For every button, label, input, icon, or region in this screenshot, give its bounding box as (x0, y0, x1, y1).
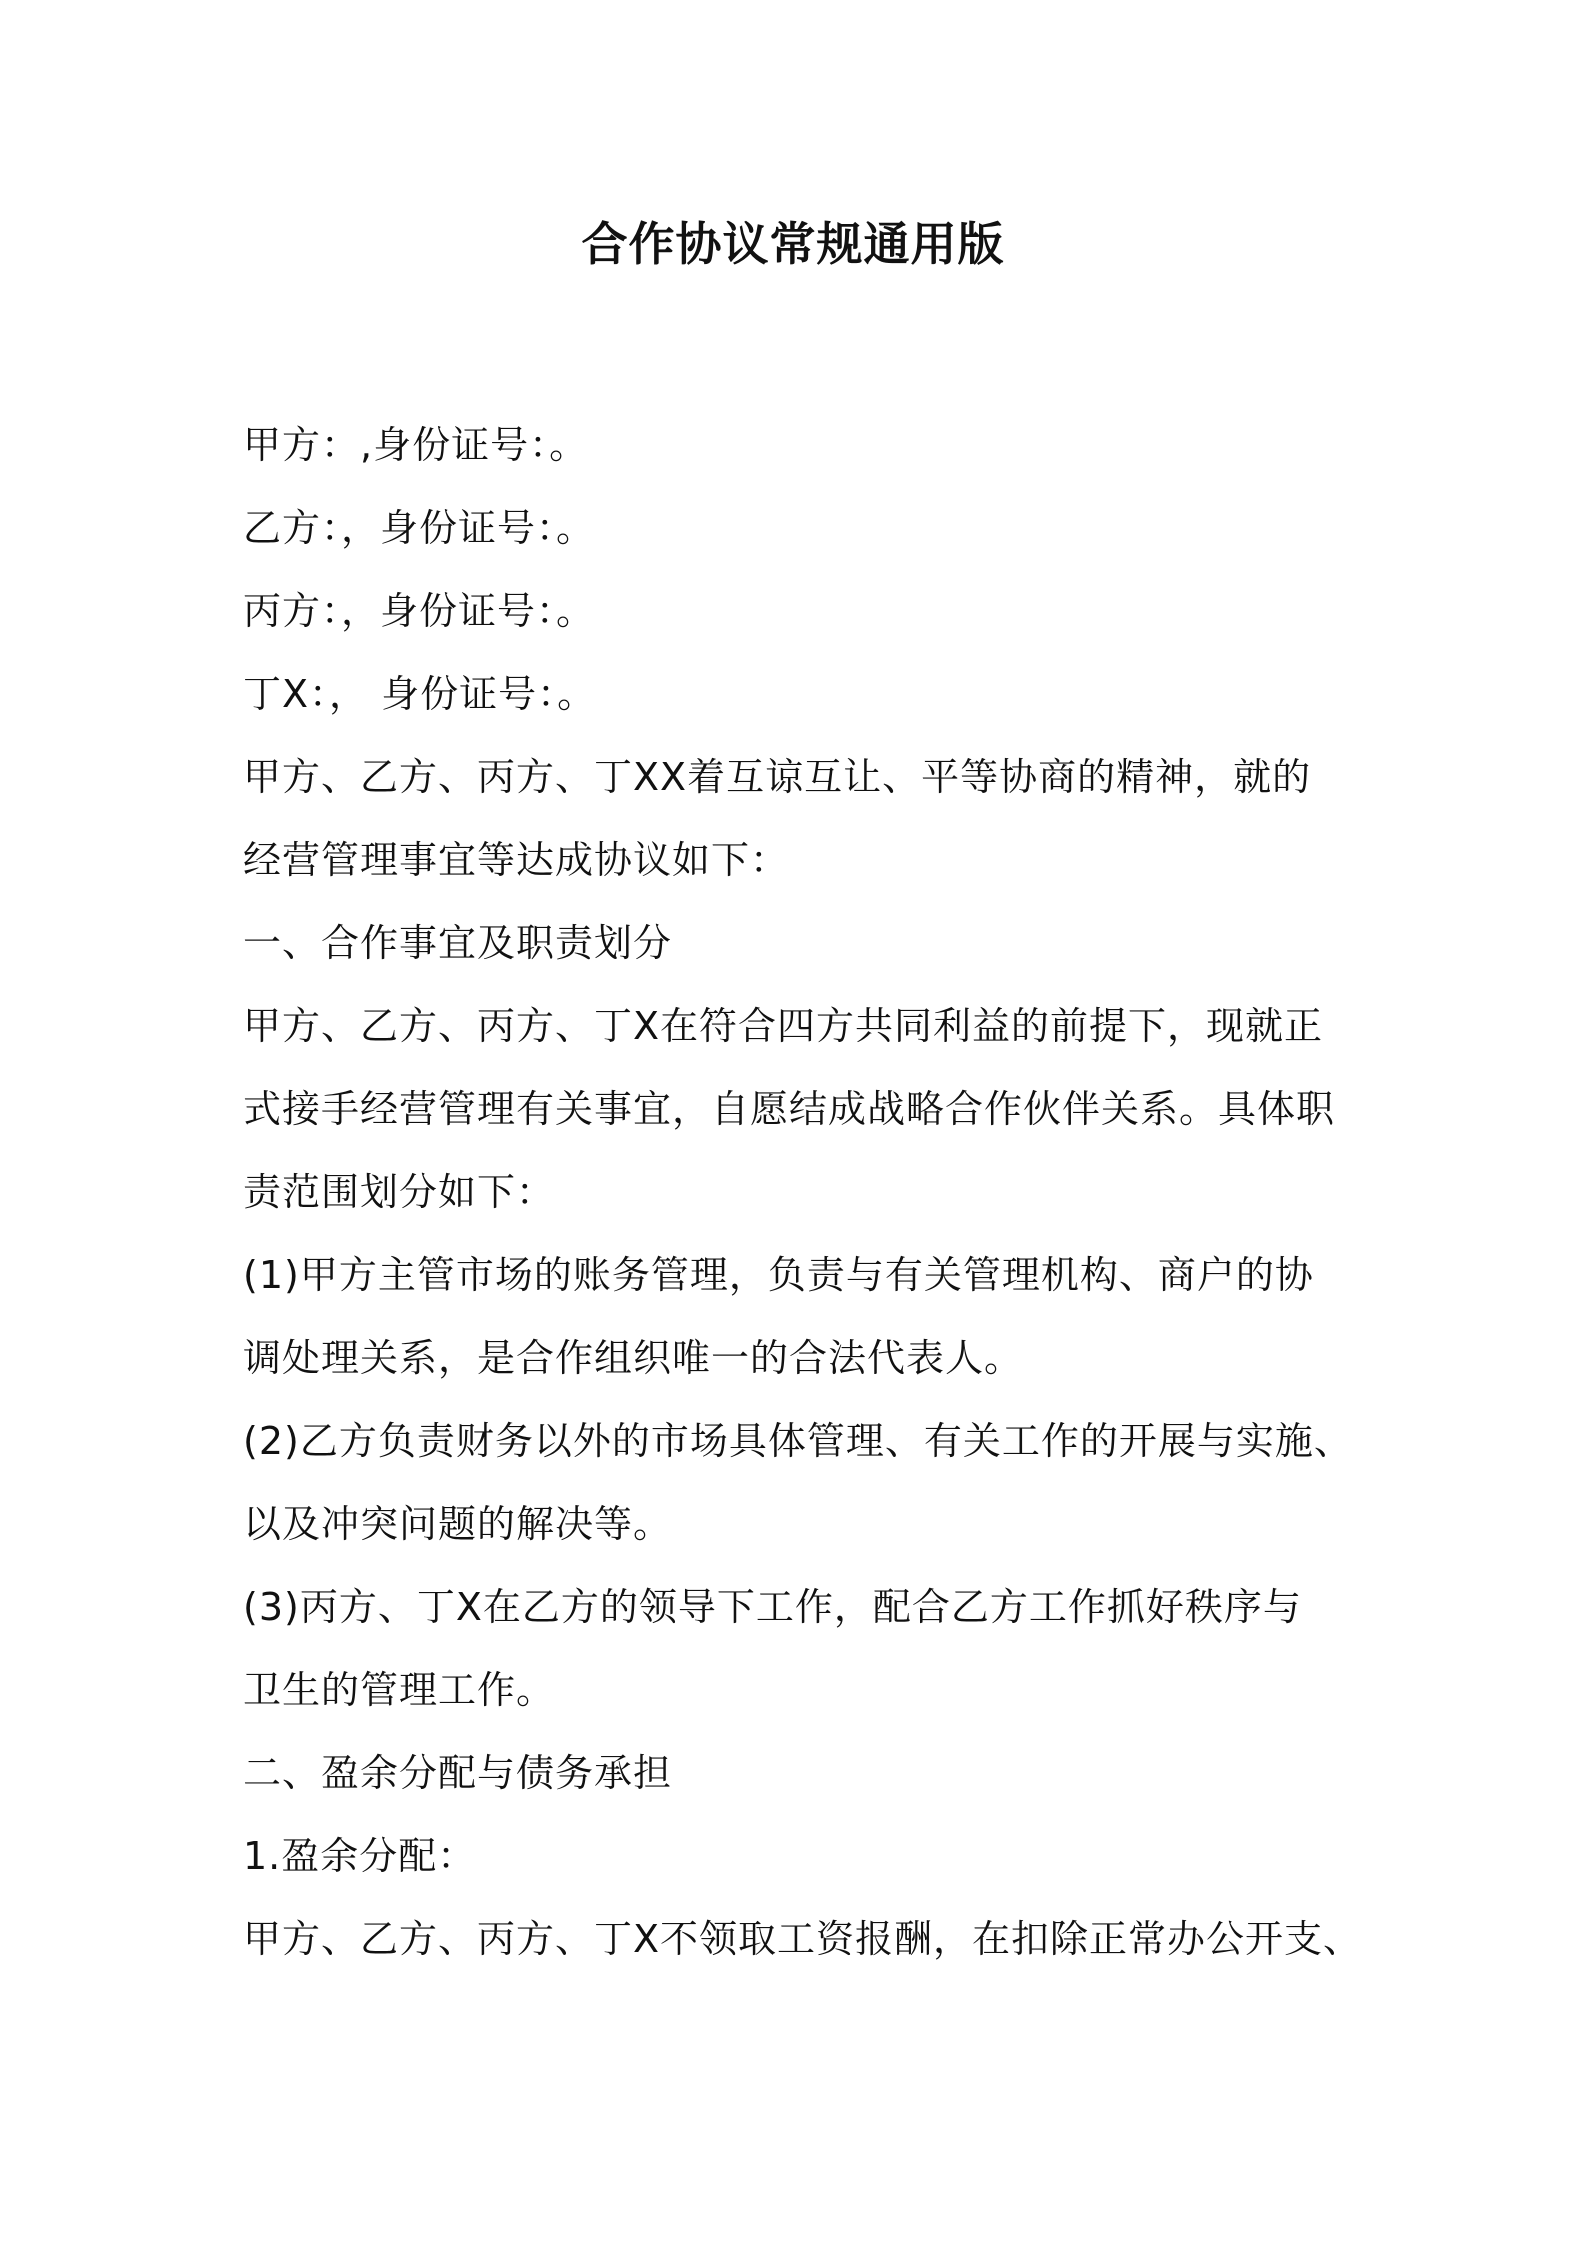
clause-2-line: (2)乙方负责财务以外的市场具体管理、有关工作的开展与实施、 (243, 1419, 1353, 1463)
document-title: 合作协议常规通用版 (581, 217, 1005, 271)
subsection-heading: 1.盈余分配： (243, 1834, 477, 1878)
clause-1-line: 调处理关系，是合作组织唯一的合法代表人。 (243, 1336, 1024, 1380)
party-a-line: 甲方：,身份证号：。 (243, 423, 589, 467)
clause-3-line: 卫生的管理工作。 (243, 1668, 556, 1712)
section-heading-2: 二、盈余分配与债务承担 (243, 1751, 673, 1795)
clause-3-line: (3)丙方、丁X在乙方的领导下工作，配合乙方工作抓好秩序与 (243, 1585, 1302, 1629)
paragraph-line: 式接手经营管理有关事宜，自愿结成战略合作伙伴关系。具体职 (243, 1087, 1336, 1131)
preamble-line-2: 经营管理事宜等达成协议如下： (243, 838, 790, 882)
section-heading-1: 一、合作事宜及职责划分 (243, 921, 673, 965)
preamble-line-1: 甲方、乙方、丙方、丁XX着互谅互让、平等协商的精神，就的 (243, 755, 1312, 799)
document-body (243, 404, 1363, 1981)
party-c-line: 丙方：，身份证号：。 (243, 589, 596, 633)
paragraph-line: 责范围划分如下： (243, 1170, 556, 1214)
party-d-line: 丁X：， 身份证号：。 (243, 672, 597, 716)
clause-1-line: (1)甲方主管市场的账务管理，负责与有关管理机构、商户的协 (243, 1253, 1314, 1297)
party-b-line: 乙方：，身份证号：。 (243, 506, 596, 550)
paragraph-line: 甲方、乙方、丙方、丁X在符合四方共同利益的前提下，现就正 (243, 1004, 1324, 1048)
clause-2-line: 以及冲突问题的解决等。 (243, 1502, 673, 1546)
paragraph-line: 甲方、乙方、丙方、丁X不领取工资报酬，在扣除正常办公开支、 (243, 1917, 1363, 1961)
